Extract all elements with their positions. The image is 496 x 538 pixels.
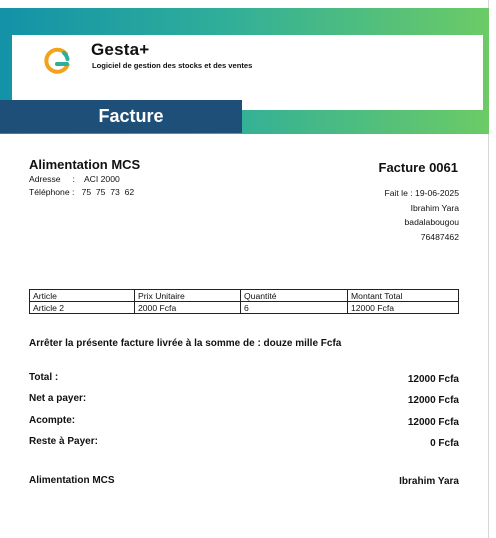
phone-label: Téléphone : [29,187,75,197]
table-cell: Article 2 [30,302,135,314]
balance-due-label: Reste à Payer: [29,436,98,447]
brand-name: Gesta+ [91,40,150,59]
document-title: Facture [98,106,164,126]
brand-subtitle: Logiciel de gestion des stocks et des ventes [92,61,253,70]
deposit-label: Acompte: [29,415,76,426]
balance-due-value: 0 Fcfa [430,438,459,449]
table-cell: 12000 Fcfa [348,302,459,314]
table-cell: 6 [241,302,348,314]
document-title-bar [0,100,242,133]
client-address: badalabougou [404,217,459,227]
company-address: Adresse : ACI 2000 [29,174,120,184]
net-to-pay-label: Net a payer: [29,393,87,404]
gesta-logo-icon [40,45,74,79]
client-signature: Ibrahim Yara [399,476,459,487]
net-to-pay-value: 12000 Fcfa [407,395,459,406]
items-table [29,289,459,314]
seller-signature: Alimentation MCS [29,475,115,486]
table-header-row [30,290,459,302]
invoice-number: Facture 0061 [378,160,458,175]
table-row [30,302,459,314]
column-header: Prix Unitaire [135,290,241,302]
column-header: Article [30,290,135,302]
column-header: Quantité [241,290,348,302]
client-name: Ibrahim Yara [410,203,459,213]
brand-box [12,35,483,110]
client-phone: 76487462 [420,232,459,242]
phone-value: 75 75 73 62 [81,187,135,197]
column-header: Montant Total [348,290,459,302]
header-banner [0,8,489,134]
company-phone [29,187,134,197]
total-value: 12000 Fcfa [407,374,459,385]
table-cell: 2000 Fcfa [135,302,241,314]
amount-in-words: Arrêter la présente facture livrée à la somme de : douze mille Fcfa [29,338,342,349]
tagline: puissant. Gérer facilement les aspects clé de votre entreprise dès aujourd'hui ! [246,100,441,106]
company-name: Alimentation MCS [29,157,141,172]
deposit-value: 12000 Fcfa [407,417,459,428]
invoice-date: Fait le : 19-06-2025 [384,188,459,198]
address-value: ACI 2000 [83,174,120,184]
total-label: Total : [29,372,59,383]
address-label: Adresse [29,174,61,184]
